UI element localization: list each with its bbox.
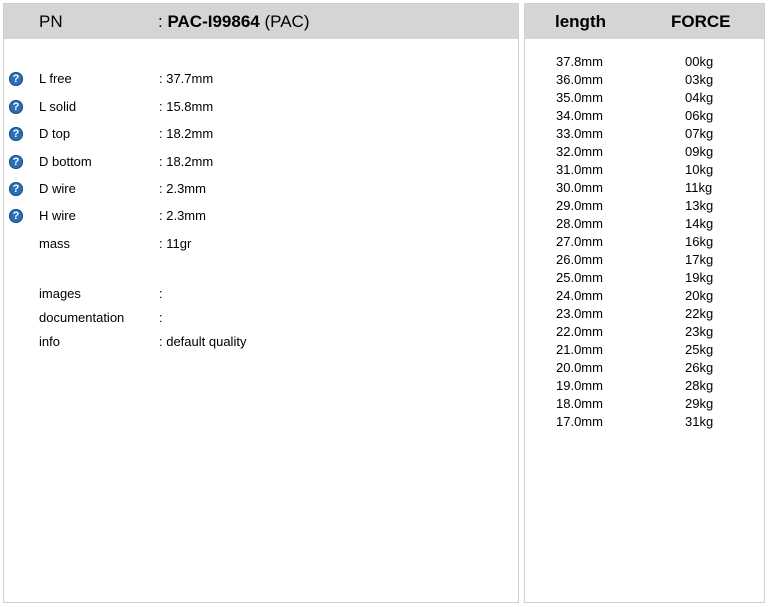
length-cell: 34.0mm bbox=[556, 108, 603, 123]
length-cell: 22.0mm bbox=[556, 324, 603, 339]
extra-row bbox=[4, 334, 520, 354]
spec-row bbox=[4, 236, 520, 256]
table-row bbox=[525, 72, 764, 90]
table-row bbox=[525, 144, 764, 162]
force-cell: 25kg bbox=[685, 342, 714, 357]
force-cell: 04kg bbox=[685, 90, 714, 105]
force-cell: 03kg bbox=[685, 72, 714, 87]
help-icon[interactable]: ? bbox=[9, 155, 23, 169]
table-row bbox=[525, 234, 764, 252]
spec-value: : 2.3mm bbox=[159, 181, 206, 196]
spec-row bbox=[4, 181, 520, 201]
spec-row bbox=[4, 126, 520, 146]
length-cell: 36.0mm bbox=[556, 72, 603, 87]
table-row bbox=[525, 198, 764, 216]
length-cell: 17.0mm bbox=[556, 414, 603, 429]
extra-label: info bbox=[39, 334, 60, 349]
table-row bbox=[525, 108, 764, 126]
force-table-panel bbox=[524, 3, 765, 603]
force-cell: 29kg bbox=[685, 396, 714, 411]
table-row bbox=[525, 342, 764, 360]
force-cell: 31kg bbox=[685, 414, 714, 429]
length-cell: 33.0mm bbox=[556, 126, 603, 141]
extra-value: : default quality bbox=[159, 334, 247, 349]
spec-value: : 11gr bbox=[159, 236, 192, 251]
table-row bbox=[525, 90, 764, 108]
spec-label: L free bbox=[39, 71, 72, 86]
spec-label: D wire bbox=[39, 181, 76, 196]
force-column-header: FORCE bbox=[671, 12, 731, 31]
help-icon[interactable]: ? bbox=[9, 182, 23, 196]
table-row bbox=[525, 252, 764, 270]
length-cell: 30.0mm bbox=[556, 180, 603, 195]
spec-row bbox=[4, 99, 520, 119]
spec-value: : 15.8mm bbox=[159, 99, 214, 114]
help-icon[interactable]: ? bbox=[9, 209, 23, 223]
extra-value: : bbox=[159, 286, 163, 301]
length-cell: 21.0mm bbox=[556, 342, 603, 357]
extra-row bbox=[4, 286, 520, 306]
length-cell: 27.0mm bbox=[556, 234, 603, 249]
table-row bbox=[525, 324, 764, 342]
force-cell: 19kg bbox=[685, 270, 714, 285]
table-row bbox=[525, 288, 764, 306]
pn-prefix: : bbox=[158, 12, 168, 31]
spec-value: : 18.2mm bbox=[159, 154, 214, 169]
length-column-header: length bbox=[555, 12, 606, 31]
table-row bbox=[525, 54, 764, 72]
length-cell: 32.0mm bbox=[556, 144, 603, 159]
spec-label: H wire bbox=[39, 208, 76, 223]
help-icon[interactable]: ? bbox=[9, 100, 23, 114]
force-table-body bbox=[525, 54, 764, 432]
table-row bbox=[525, 360, 764, 378]
pn-value bbox=[158, 12, 310, 32]
help-icon[interactable]: ? bbox=[9, 127, 23, 141]
length-cell: 29.0mm bbox=[556, 198, 603, 213]
help-icon[interactable]: ? bbox=[9, 72, 23, 86]
spec-panel bbox=[3, 3, 519, 603]
length-cell: 18.0mm bbox=[556, 396, 603, 411]
table-row bbox=[525, 378, 764, 396]
spec-value: : 18.2mm bbox=[159, 126, 214, 141]
force-cell: 20kg bbox=[685, 288, 714, 303]
spec-label: L solid bbox=[39, 99, 77, 114]
table-row bbox=[525, 306, 764, 324]
spec-row bbox=[4, 154, 520, 174]
spec-label: D top bbox=[39, 126, 71, 141]
force-cell: 00kg bbox=[685, 54, 714, 69]
table-row bbox=[525, 270, 764, 288]
table-row bbox=[525, 396, 764, 414]
force-cell: 17kg bbox=[685, 252, 714, 267]
extra-value: : bbox=[159, 310, 163, 325]
force-cell: 06kg bbox=[685, 108, 714, 123]
table-row bbox=[525, 414, 764, 432]
length-cell: 25.0mm bbox=[556, 270, 603, 285]
table-row bbox=[525, 126, 764, 144]
length-cell: 28.0mm bbox=[556, 216, 603, 231]
length-cell: 31.0mm bbox=[556, 162, 603, 177]
spec-label: D bottom bbox=[39, 154, 92, 169]
force-cell: 09kg bbox=[685, 144, 714, 159]
spec-row bbox=[4, 71, 520, 91]
force-cell: 23kg bbox=[685, 324, 714, 339]
length-cell: 20.0mm bbox=[556, 360, 603, 375]
force-cell: 13kg bbox=[685, 198, 714, 213]
spec-label: mass bbox=[39, 236, 71, 251]
force-cell: 16kg bbox=[685, 234, 714, 249]
force-cell: 10kg bbox=[685, 162, 714, 177]
force-cell: 26kg bbox=[685, 360, 714, 375]
spec-header bbox=[4, 4, 518, 39]
spec-row bbox=[4, 208, 520, 228]
force-cell: 07kg bbox=[685, 126, 714, 141]
table-row bbox=[525, 216, 764, 234]
spec-value: : 37.7mm bbox=[159, 71, 214, 86]
length-cell: 19.0mm bbox=[556, 378, 603, 393]
length-cell: 24.0mm bbox=[556, 288, 603, 303]
force-cell: 28kg bbox=[685, 378, 714, 393]
length-cell: 37.8mm bbox=[556, 54, 603, 69]
table-header bbox=[525, 4, 764, 39]
part-number: PAC-I99864 bbox=[167, 12, 260, 31]
pn-label: PN bbox=[39, 12, 63, 31]
extra-row bbox=[4, 310, 520, 330]
length-cell: 26.0mm bbox=[556, 252, 603, 267]
spec-value: : 2.3mm bbox=[159, 208, 206, 223]
force-cell: 22kg bbox=[685, 306, 714, 321]
length-cell: 23.0mm bbox=[556, 306, 603, 321]
table-row bbox=[525, 162, 764, 180]
force-cell: 14kg bbox=[685, 216, 714, 231]
pn-brand: (PAC) bbox=[259, 12, 310, 31]
length-cell: 35.0mm bbox=[556, 90, 603, 105]
table-row bbox=[525, 180, 764, 198]
extra-label: images bbox=[39, 286, 81, 301]
extra-label: documentation bbox=[39, 310, 125, 325]
force-cell: 11kg bbox=[685, 180, 713, 195]
